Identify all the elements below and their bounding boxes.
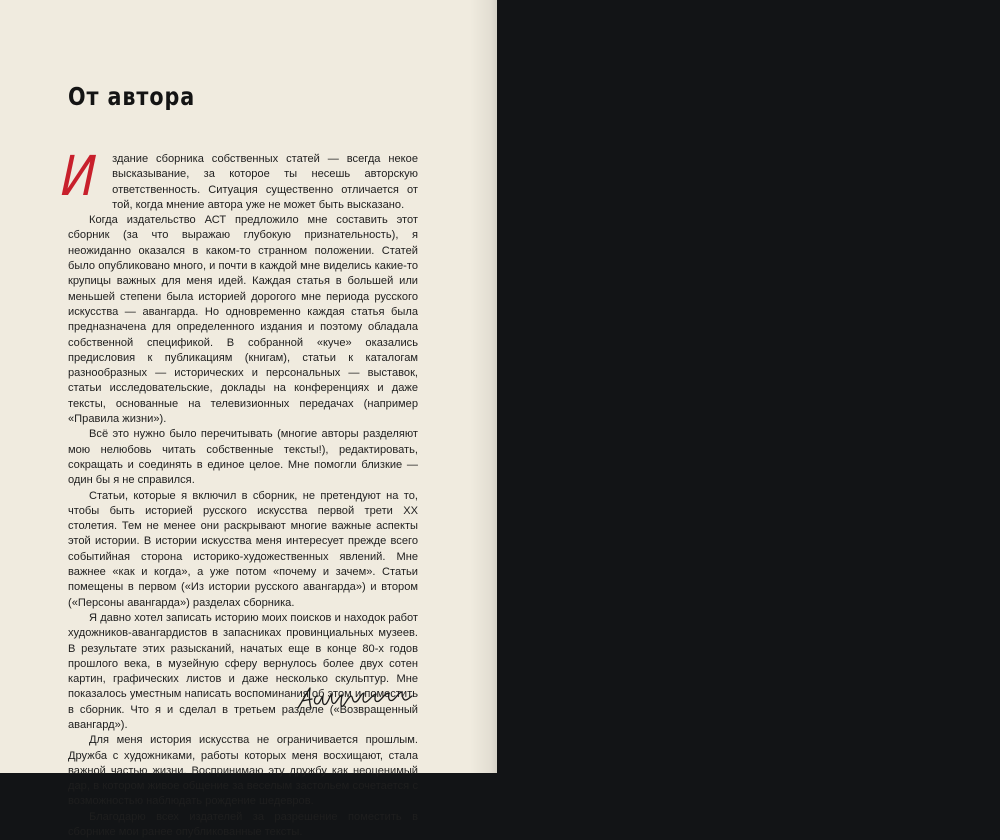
right-page [497, 0, 1000, 773]
paragraph-1-text: здание сборника собственных статей — всегда некое высказывание, за которое ты несешь авторскую ответственность. Ситуация существенно отличается от той, когда мнение автора уже не может быть высказано. [112, 153, 418, 211]
paragraph-6: Для меня история искусства не ограничивается прошлым. Дружба с художниками, работы которых меня восхищают, стала важной частью жизни. Воспринимаю эту дружбу как неоценимый дар, в котором живое общение за веселым застольем сочетается с возможностью наблюдать рождение шедевров. [68, 734, 418, 808]
left-page [0, 0, 497, 839]
author-signature [296, 684, 414, 714]
dropcap-letter: И [54, 144, 103, 208]
paragraph-3: Всё это нужно было перечитывать (многие авторы разделяют мою нелюбовь читать собственные тексты!), редактировать, сокращать и соединять в единое целое. Мне помогли близкие — один бы я не справился. [68, 428, 418, 487]
paragraph-4: Статьи, которые я включил в сборник, не претендуют на то, чтобы быть историей русского искусства первой трети XX столетия. Тем не менее они раскрывают многие важные аспекты этой истории. В истории искусства меня интересует прежде всего событийная сторона историко-художественных явлений. Мне важнее «как и когда», а уже потом «почему и зачем». Статьи помещены в первом («Из истории русского авангарда») и втором («Персоны авангарда») разделах сборника. [68, 489, 418, 609]
essay-text [54, 144, 418, 840]
page-gutter-shadow [470, 0, 500, 773]
paragraph-5: Я давно хотел записать историю моих поисков и находок работ художников-авангардистов в запасниках провинциальных музеев. В результате этих разысканий, начатых еще в конце 80-х годов прошлого века, в музейную сферу вернулось более двух сотен картин, графических листов и даже несколько скульптур. Мне показалось уместным написать воспоминания об этом и поместить в сборник. Что я и сделал в третьем разделе («Возвращенный авангард»). [68, 611, 418, 731]
paragraph-1 [54, 144, 418, 213]
paragraph-2: Когда издательство АСТ предложило мне составить этот сборник (за что выражаю глубокую признательность), я неожиданно оказался в каком-то странном положении. Статей было опубликовано много, и почти в каждой мне виделись какие-то крупицы важных для меня идей. Каждая статья в большей или меньшей степени была историей дорогого мне периода русского искусства — авангарда. Но одновременно каждая статья была предназначена для определенного издания и поэтому обладала собственной спецификой. В собранной «куче» оказались предисловия к публикациям (книгам), статьи к каталогам разнообразных — исторических и персональных — выставок, статьи исследовательские, доклады на конференциях и даже тексты, основанные на телевизионных передачах (например «Правила жизни»). [68, 214, 418, 426]
paragraph-7: Благодарю всех издателей за разрешение поместить в сборнике мои ранее опубликованные тексты. [68, 810, 418, 839]
page-title: От автора [68, 82, 196, 111]
